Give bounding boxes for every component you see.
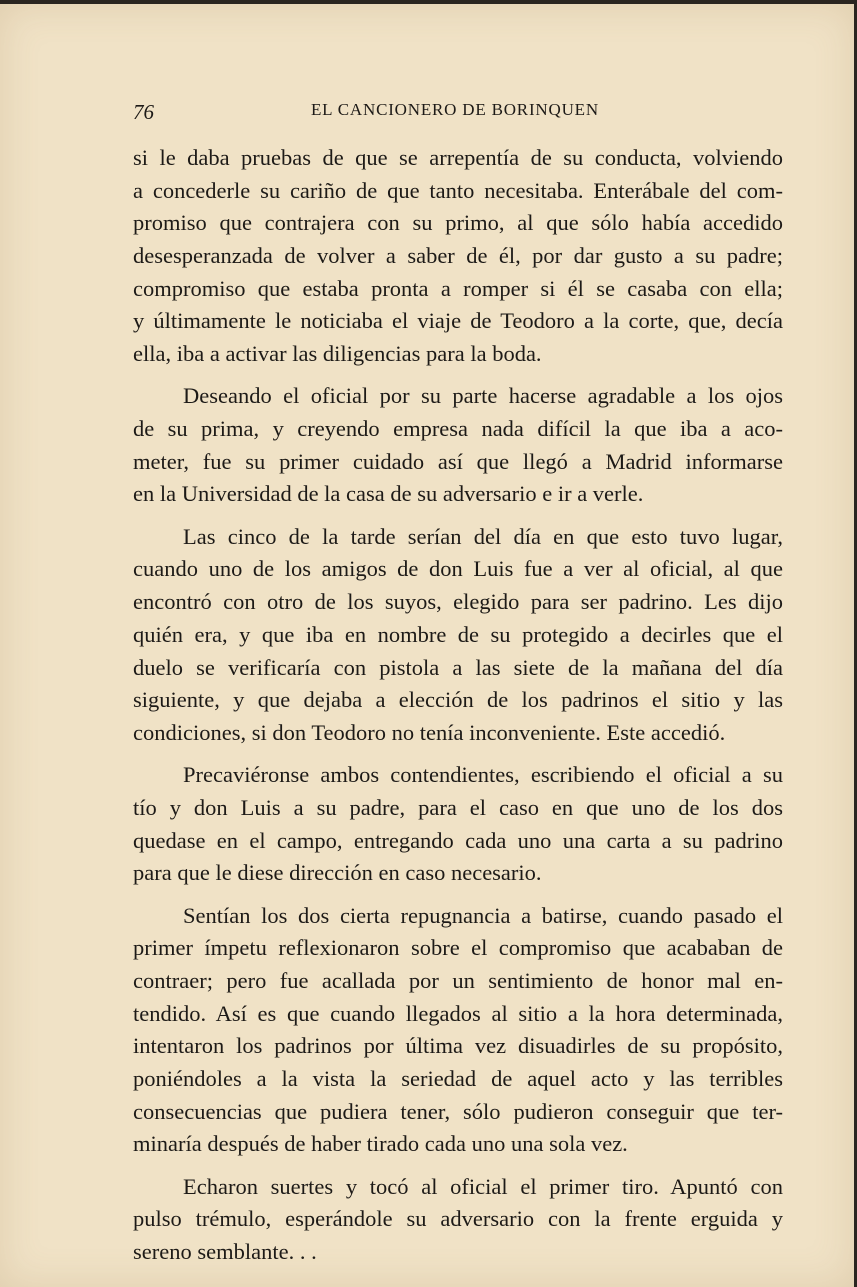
text-line: meter, fue su primer cuidado así que llegó a Madrid informarse — [133, 448, 783, 474]
text-line: Las cinco de la tarde serían del día en que esto tuvo lugar, — [183, 523, 783, 549]
text-line: cuando uno de los amigos de don Luis fue a ver al oficial, al que — [133, 556, 783, 582]
text-line: tío y don Luis a su padre, para el caso en que uno de los dos — [133, 794, 783, 820]
text-line: Precaviéronse ambos contendientes, escribiendo el oficial a su — [183, 762, 783, 788]
text-line: primer ímpetu reflexionaron sobre el compromiso que acababan de — [133, 935, 783, 961]
text-line: contraer; pero fue acallada por un sentimiento de honor mal en- — [133, 967, 783, 993]
text-line: condiciones, si don Teodoro no tenía inconveniente. Este accedió. — [133, 719, 726, 745]
text-line: a concederle su cariño de que tanto necesitaba. Enterábale del com- — [133, 177, 783, 203]
text-line: y últimamente le noticiaba el viaje de Teodoro a la corte, que, decía — [133, 308, 783, 334]
text-line: pulso trémulo, esperándole su adversario con la frente erguida y — [133, 1206, 783, 1232]
text-line: intentaron los padrinos por última vez disuadirles de su propósito, — [133, 1033, 783, 1059]
text-line: sereno semblante. . . — [133, 1238, 317, 1264]
text-line: duelo se verificaría con pistola a las siete de la mañana del día — [133, 654, 783, 680]
text-line: poniéndoles a la vista la seriedad de aquel acto y las terribles — [133, 1065, 783, 1091]
text-line: encontró con otro de los suyos, elegido para ser padrino. Les dijo — [133, 589, 783, 615]
text-line: siguiente, y que dejaba a elección de los padrinos el sitio y las — [133, 687, 783, 713]
paragraph-1 — [133, 142, 783, 371]
text-line: promiso que contrajera con su primo, al que sólo había accedido — [133, 210, 783, 236]
text-line: Deseando el oficial por su parte hacerse agradable a los ojos — [183, 383, 783, 409]
text-line: si le daba pruebas de que se arrepentía de su conducta, volviendo — [133, 145, 783, 170]
text-line: para que le diese dirección en caso necesario. — [133, 860, 542, 886]
text-line: minaría después de haber tirado cada uno una sola vez. — [133, 1131, 628, 1157]
text-line: en la Universidad de la casa de su adversario e ir a verle. — [133, 481, 644, 507]
text-line: quedase en el campo, entregando cada uno una carta a su padrino — [133, 827, 783, 853]
paragraph-5 — [133, 900, 783, 1162]
text-line: tendido. Así es que cuando llegados al sitio a la hora determinada, — [133, 1000, 783, 1026]
text-line: quién era, y que iba en nombre de su protegido a decirles que el — [133, 621, 783, 647]
text-line: Sentían los dos cierta repugnancia a batirse, cuando pasado el — [183, 902, 783, 928]
body-text — [133, 142, 783, 1269]
text-line: compromiso que estaba pronta a romper si él se casaba con ella; — [133, 275, 783, 301]
text-line: desesperanzada de volver a saber de él, por dar gusto a su padre; — [133, 243, 783, 269]
running-title: EL CANCIONERO DE BORINQUEN — [311, 100, 599, 119]
paragraph-3 — [133, 521, 783, 750]
page-number: 76 — [133, 100, 154, 124]
text-line: Echaron suertes y tocó al oficial el primer tiro. Apuntó con — [183, 1173, 783, 1199]
book-page — [0, 4, 854, 1287]
text-line: de su prima, y creyendo empresa nada difícil la que iba a aco- — [133, 416, 783, 442]
paragraph-6 — [133, 1171, 783, 1269]
paragraph-4 — [133, 759, 783, 890]
page-header — [133, 100, 783, 130]
text-line: ella, iba a activar las diligencias para la boda. — [133, 341, 542, 367]
text-line: consecuencias que pudiera tener, sólo pudieron conseguir que ter- — [133, 1098, 783, 1124]
paragraph-2 — [133, 380, 783, 511]
